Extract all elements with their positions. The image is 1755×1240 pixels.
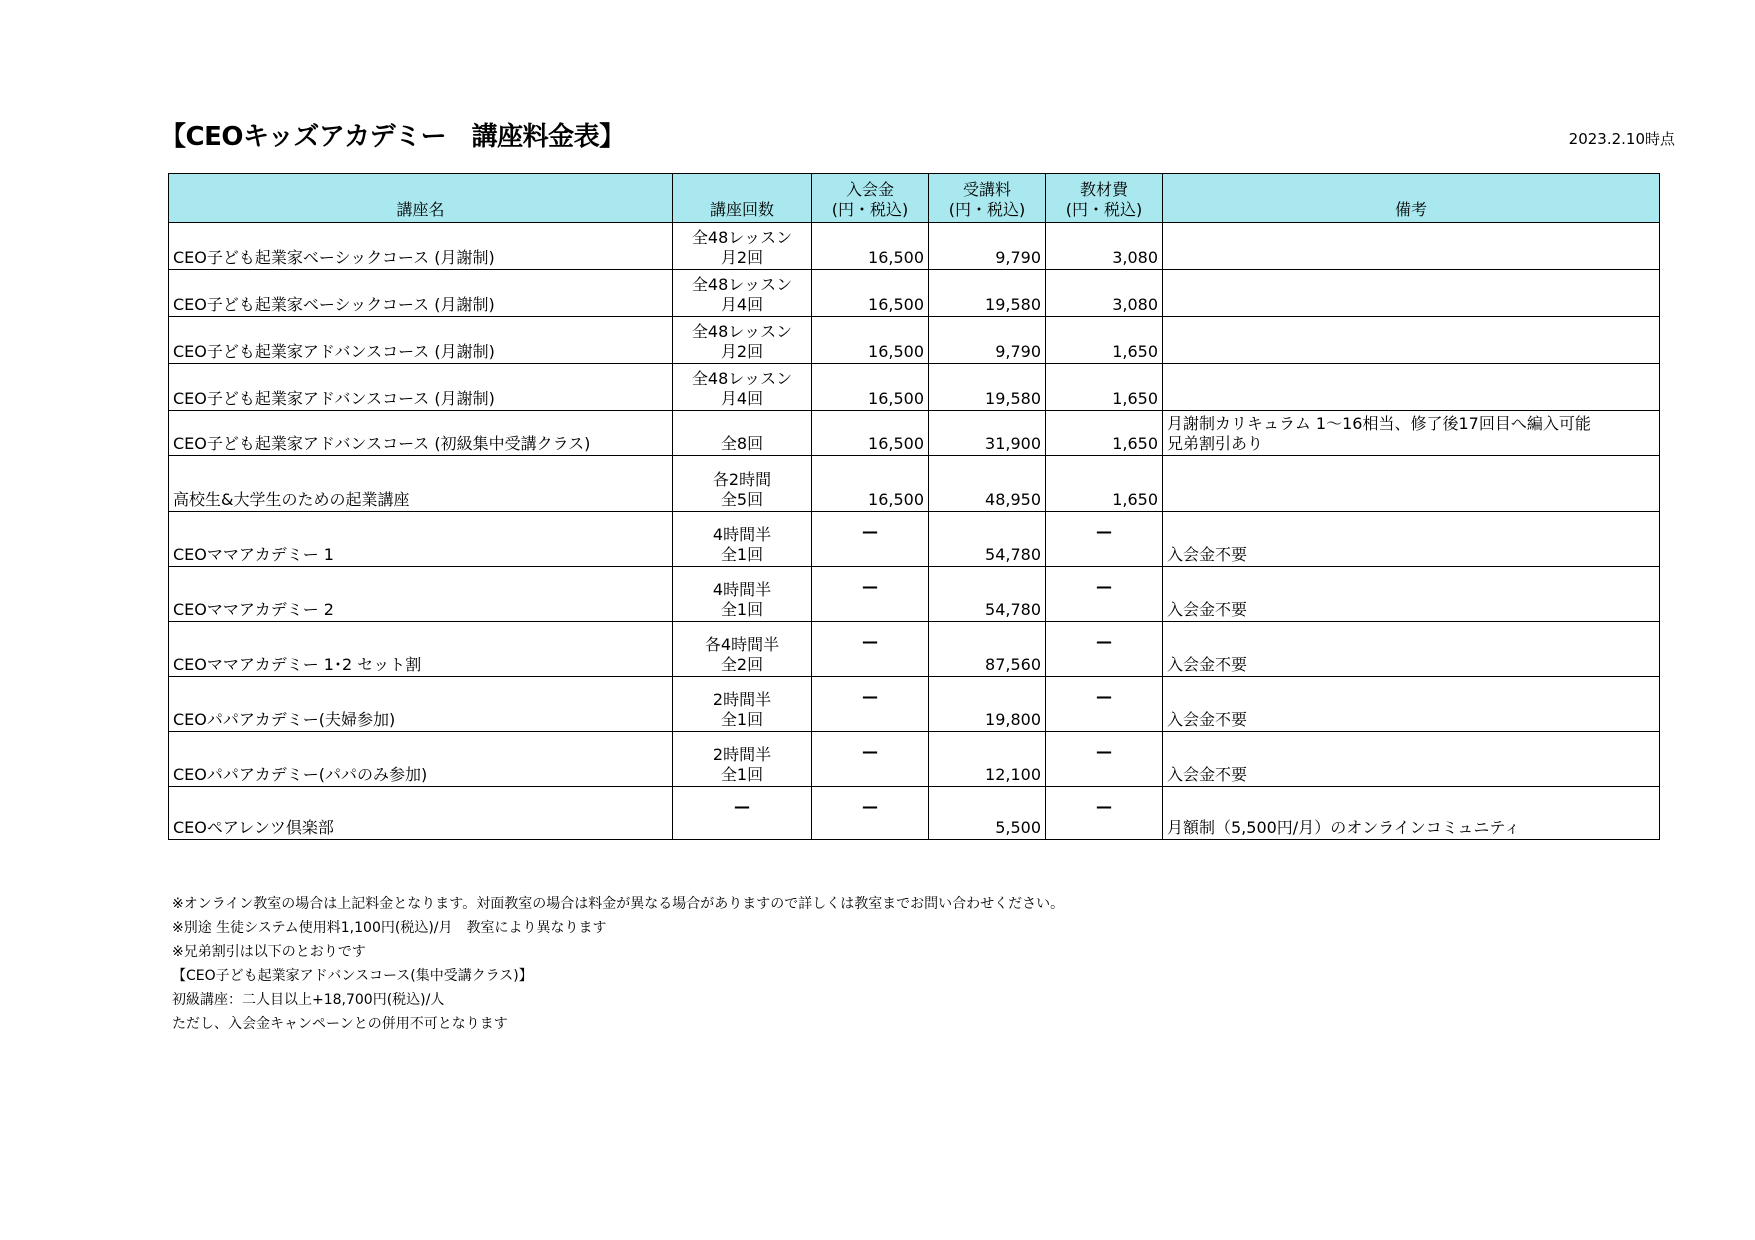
enrollment-fee-cell [812, 677, 929, 732]
lesson-count-line: 全8回 [720, 434, 764, 453]
tuition-cell: 87,560 [929, 622, 1046, 677]
page-title: 【CEOキッズアカデミー 講座料金表】 [160, 122, 625, 152]
header-enrollment-fee-line2: (円・税込) [831, 200, 909, 219]
remarks-line: 月額制（5,500円/月）のオンラインコミュニティ [1167, 818, 1521, 837]
enrollment-fee-cell [812, 567, 929, 622]
header-row [169, 174, 1660, 223]
not-applicable-dash: — [1096, 577, 1112, 596]
lesson-count-line: 月2回 [720, 342, 764, 361]
material-fee-cell: 1,650 [1046, 411, 1163, 456]
table-row [169, 223, 1660, 270]
footnote: ※別途 生徒システム使用料1,100円(税込)/月 教室により異なります [172, 920, 607, 936]
lesson-count-line: 全5回 [720, 490, 764, 509]
course-name-cell: CEOママアカデミー 1･2 セット割 [169, 622, 673, 677]
lesson-count-cell [673, 732, 812, 787]
material-fee-cell [1046, 622, 1163, 677]
lesson-count-line: 4時間半 [712, 580, 772, 599]
lesson-count-line: 月4回 [720, 295, 764, 314]
tuition-cell: 19,800 [929, 677, 1046, 732]
table-row [169, 364, 1660, 411]
tuition-cell: 48,950 [929, 456, 1046, 512]
course-name-cell: CEO子ども起業家アドバンスコース (月謝制) [169, 317, 673, 364]
table-row [169, 787, 1660, 840]
enrollment-fee-cell: 16,500 [812, 411, 929, 456]
tuition-cell: 19,580 [929, 364, 1046, 411]
remarks-line: 兄弟割引あり [1167, 434, 1264, 453]
lesson-count-line: 月2回 [720, 248, 764, 267]
material-fee-cell [1046, 732, 1163, 787]
enrollment-fee-cell [812, 512, 929, 567]
tuition-cell: 31,900 [929, 411, 1046, 456]
lesson-count-line: 全1回 [720, 765, 764, 784]
course-name-cell: CEOママアカデミー 1 [169, 512, 673, 567]
tuition-cell: 9,790 [929, 317, 1046, 364]
remarks-cell [1163, 317, 1660, 364]
remarks-cell [1163, 512, 1660, 567]
lesson-count-cell [673, 270, 812, 317]
not-applicable-dash: — [1096, 797, 1112, 816]
enrollment-fee-cell [812, 622, 929, 677]
lesson-count-line: 全2回 [720, 655, 764, 674]
material-fee-cell: 1,650 [1046, 317, 1163, 364]
lesson-count-cell [673, 456, 812, 512]
remarks-line: 入会金不要 [1167, 655, 1248, 674]
table-row [169, 317, 1660, 364]
table-row [169, 567, 1660, 622]
course-name-cell: CEOペアレンツ倶楽部 [169, 787, 673, 840]
table-row [169, 677, 1660, 732]
table-row [169, 411, 1660, 456]
lesson-count-line: 2時間半 [712, 690, 772, 709]
lesson-count-cell [673, 512, 812, 567]
header-remarks: 備考 [1163, 174, 1660, 223]
header-tuition-line2: (円・税込) [948, 200, 1026, 219]
remarks-cell [1163, 787, 1660, 840]
course-name-cell: CEO子ども起業家アドバンスコース (初級集中受講クラス) [169, 411, 673, 456]
header-material-fee [1046, 174, 1163, 223]
remarks-cell [1163, 364, 1660, 411]
enrollment-fee-cell [812, 787, 929, 840]
tuition-cell: 9,790 [929, 223, 1046, 270]
remarks-line: 入会金不要 [1167, 545, 1248, 564]
lesson-count-cell [673, 567, 812, 622]
header-tuition [929, 174, 1046, 223]
enrollment-fee-cell: 16,500 [812, 270, 929, 317]
remarks-line: 月謝制カリキュラム 1～16相当、修了後17回目へ編入可能 [1167, 414, 1591, 433]
remarks-cell [1163, 732, 1660, 787]
header-enrollment-fee [812, 174, 929, 223]
not-applicable-dash: — [862, 632, 878, 651]
material-fee-cell [1046, 567, 1163, 622]
header-material-fee-line2: (円・税込) [1065, 200, 1143, 219]
lesson-count-line: 月4回 [720, 389, 764, 408]
lesson-count-line: 4時間半 [712, 525, 772, 544]
not-applicable-dash: — [862, 522, 878, 541]
not-applicable-dash: — [1096, 632, 1112, 651]
lesson-count-line: 全1回 [720, 600, 764, 619]
lesson-count-cell [673, 411, 812, 456]
table-row [169, 512, 1660, 567]
enrollment-fee-cell: 16,500 [812, 317, 929, 364]
material-fee-cell [1046, 677, 1163, 732]
header-lesson-count: 講座回数 [673, 174, 812, 223]
course-name-cell: CEOパパアカデミー(パパのみ参加) [169, 732, 673, 787]
not-applicable-dash: — [862, 577, 878, 596]
course-name-cell: CEO子ども起業家アドバンスコース (月謝制) [169, 364, 673, 411]
footnote: 【CEO子ども起業家アドバンスコース(集中受講クラス)】 [172, 968, 533, 984]
remarks-line: 入会金不要 [1167, 600, 1248, 619]
table-row [169, 732, 1660, 787]
enrollment-fee-cell: 16,500 [812, 223, 929, 270]
remarks-cell [1163, 456, 1660, 512]
not-applicable-dash: — [862, 797, 878, 816]
lesson-count-line: 各4時間半 [704, 635, 780, 654]
table-row [169, 456, 1660, 512]
footnote: ただし、入会金キャンペーンとの併用不可となります [172, 1016, 508, 1032]
not-applicable-dash: — [1096, 522, 1112, 541]
remarks-cell [1163, 677, 1660, 732]
fee-table [168, 173, 1660, 840]
tuition-cell: 19,580 [929, 270, 1046, 317]
lesson-count-cell [673, 364, 812, 411]
remarks-cell [1163, 270, 1660, 317]
course-name-cell: CEO子ども起業家ベーシックコース (月謝制) [169, 270, 673, 317]
lesson-count-cell [673, 317, 812, 364]
table-row [169, 622, 1660, 677]
lesson-count-line: 全1回 [720, 710, 764, 729]
course-name-cell: CEOパパアカデミー(夫婦参加) [169, 677, 673, 732]
material-fee-cell: 3,080 [1046, 223, 1163, 270]
tuition-cell: 12,100 [929, 732, 1046, 787]
lesson-count-line: 全48レッスン [691, 228, 793, 247]
course-name-cell: CEOママアカデミー 2 [169, 567, 673, 622]
header-material-fee-line1: 教材費 [1079, 180, 1128, 199]
enrollment-fee-cell: 16,500 [812, 456, 929, 512]
enrollment-fee-cell: 16,500 [812, 364, 929, 411]
lesson-count-line: 全48レッスン [691, 275, 793, 294]
lesson-count-cell [673, 787, 812, 840]
material-fee-cell [1046, 787, 1163, 840]
not-applicable-dash: — [862, 742, 878, 761]
material-fee-cell: 1,650 [1046, 456, 1163, 512]
footnote: 初級講座：二人目以上+18,700円(税込)/人 [172, 992, 445, 1008]
header-course-name: 講座名 [169, 174, 673, 223]
not-applicable-dash: — [1096, 742, 1112, 761]
footnote: ※オンライン教室の場合は上記料金となります。対面教室の場合は料金が異なる場合がありますので詳しくは教室までお問い合わせください。 [172, 896, 1065, 912]
not-applicable-dash: — [862, 687, 878, 706]
as-of-date: 2023.2.10時点 [1568, 130, 1675, 148]
lesson-count-line: 全48レッスン [691, 322, 793, 341]
enrollment-fee-cell [812, 732, 929, 787]
lesson-count-line: 全48レッスン [691, 369, 793, 388]
lesson-count-line: 全1回 [720, 545, 764, 564]
material-fee-cell: 1,650 [1046, 364, 1163, 411]
remarks-line: 入会金不要 [1167, 710, 1248, 729]
lesson-count-line: 各2時間 [712, 470, 772, 489]
footnotes [172, 892, 1064, 1036]
footnote: ※兄弟割引は以下のとおりです [172, 944, 366, 960]
material-fee-cell: 3,080 [1046, 270, 1163, 317]
remarks-cell [1163, 223, 1660, 270]
tuition-cell: 54,780 [929, 512, 1046, 567]
not-applicable-dash: — [1096, 687, 1112, 706]
header-tuition-line1: 受講料 [962, 180, 1011, 199]
tuition-cell: 5,500 [929, 787, 1046, 840]
remarks-cell [1163, 567, 1660, 622]
course-name-cell: CEO子ども起業家ベーシックコース (月謝制) [169, 223, 673, 270]
course-name-cell: 高校生&大学生のための起業講座 [169, 456, 673, 512]
lesson-count-line: — [734, 797, 750, 816]
tuition-cell: 54,780 [929, 567, 1046, 622]
material-fee-cell [1046, 512, 1163, 567]
header-enrollment-fee-line1: 入会金 [845, 180, 894, 199]
remarks-cell [1163, 411, 1660, 456]
lesson-count-cell [673, 223, 812, 270]
lesson-count-cell [673, 677, 812, 732]
remarks-cell [1163, 622, 1660, 677]
lesson-count-line: 2時間半 [712, 745, 772, 764]
lesson-count-cell [673, 622, 812, 677]
remarks-line: 入会金不要 [1167, 765, 1248, 784]
table-row [169, 270, 1660, 317]
